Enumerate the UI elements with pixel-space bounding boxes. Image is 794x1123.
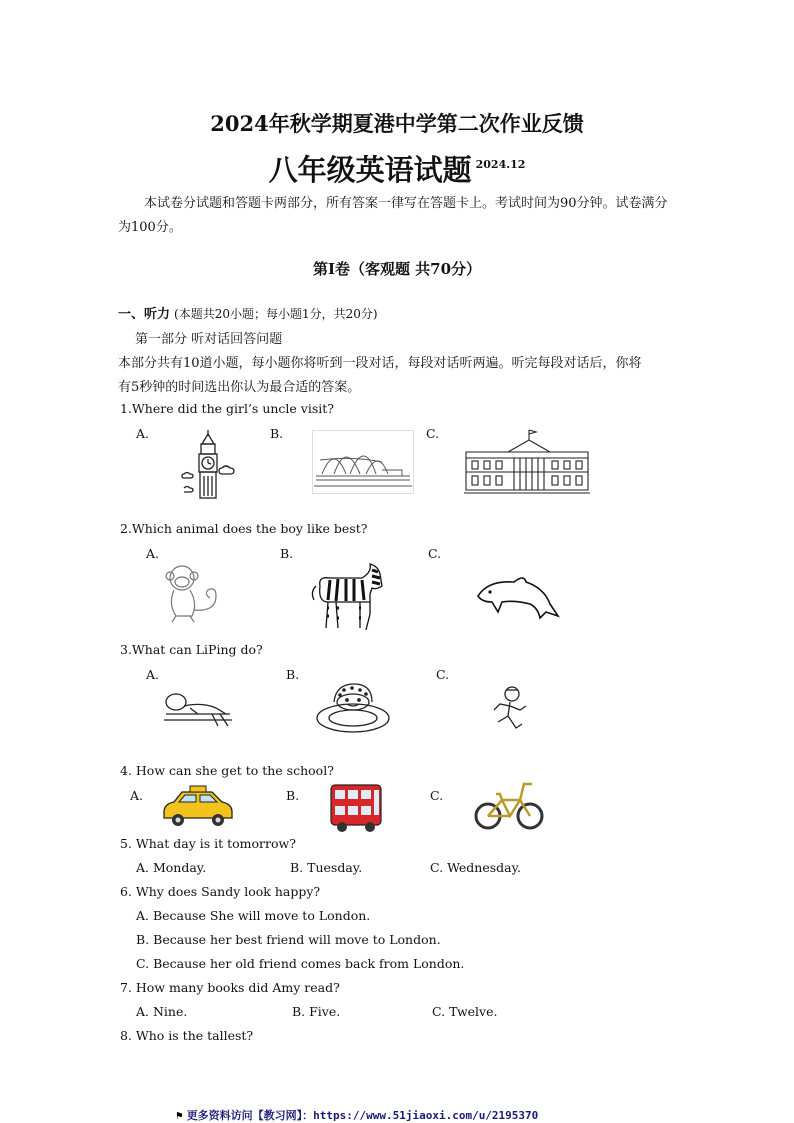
q3-option-c: C. (436, 667, 450, 682)
swimming-icon (314, 678, 392, 738)
monkey-icon (160, 562, 230, 624)
taxi-icon (160, 784, 236, 828)
q4-option-c: C. (430, 788, 444, 803)
question-3: 3.What can LiPing do? (120, 642, 263, 657)
footer-link[interactable] (176, 1107, 538, 1123)
sleeping-icon (162, 688, 234, 732)
instructions-line-2: 有5秒钟的时间选出你认为最合适的答案。 (118, 380, 361, 395)
q4-option-b: B. (286, 788, 300, 803)
q6-option-b: B. Because her best friend will move to London. (136, 932, 441, 947)
bus-icon (328, 782, 384, 834)
exam-date: 2024.12 (475, 158, 526, 171)
question-6: 6. Why does Sandy look happy? (120, 884, 321, 899)
question-5: 5. What day is it tomorrow? (120, 836, 296, 851)
q6-option-c: C. Because her old friend comes back from London. (136, 956, 465, 971)
footer-text: 更多资料访问【教习网】：https://www.51jiaoxi.com/u/2195370 (186, 1109, 539, 1122)
q2-option-c: C. (428, 546, 442, 561)
question-1: 1.Where did the girl’s uncle visit? (120, 401, 334, 416)
exam-title: 2024年秋学期夏港中学第二次作业反馈 (210, 111, 584, 136)
exam-subtitle (0, 148, 794, 189)
dolphin-icon (474, 572, 560, 626)
section-title: 第Ⅰ卷（客观题 共70分） (312, 260, 482, 278)
q1-option-a: A. (136, 426, 150, 441)
q3-option-b: B. (286, 667, 300, 682)
question-7: 7. How many books did Amy read? (120, 980, 340, 995)
q3-option-a: A. (146, 667, 160, 682)
running-icon (486, 684, 536, 736)
q2-option-a: A. (146, 546, 160, 561)
q2-option-b: B. (280, 546, 294, 561)
q6-option-a: A. Because She will move to London. (136, 908, 371, 923)
q7-option-b: B. Five. (292, 1004, 341, 1019)
q7-option-c: C. Twelve. (432, 1004, 498, 1019)
flag-icon: ⚑ (176, 1109, 183, 1122)
intro-paragraph: 本试卷分试题和答题卡两部分，所有答案一律写在答题卡上。考试时间为90分钟。试卷满分为100分。 (118, 196, 668, 235)
question-8: 8. Who is the tallest? (120, 1028, 254, 1043)
q4-option-a: A. (130, 788, 144, 803)
bicycle-icon (472, 778, 546, 832)
white-house-icon (464, 428, 590, 496)
part-heading-bold: 一、听力 (118, 307, 171, 322)
subtitle-text: 八年级英语试题 (268, 153, 472, 187)
q7-option-a: A. Nine. (136, 1004, 188, 1019)
question-4: 4. How can she get to the school? (120, 763, 334, 778)
sub-heading: 第一部分 听对话回答问题 (135, 332, 283, 347)
zebra-icon (306, 562, 386, 632)
part-heading (118, 303, 378, 322)
q1-option-c: C. (426, 426, 440, 441)
q1-option-b: B. (270, 426, 284, 441)
big-ben-icon (180, 428, 240, 500)
q5-option-b: B. Tuesday. (290, 860, 363, 875)
instructions-line-1: 本部分共有10道小题，每小题你将听到一段对话，每段对话听两遍。听完每段对话后，你将 (118, 356, 642, 371)
question-2: 2.Which animal does the boy like best? (120, 521, 368, 536)
q5-option-c: C. Wednesday. (430, 860, 521, 875)
q5-option-a: A. Monday. (136, 860, 207, 875)
part-heading-note: (本题共20小题；每小题1分，共20分) (174, 307, 378, 321)
opera-house-icon (312, 430, 414, 494)
